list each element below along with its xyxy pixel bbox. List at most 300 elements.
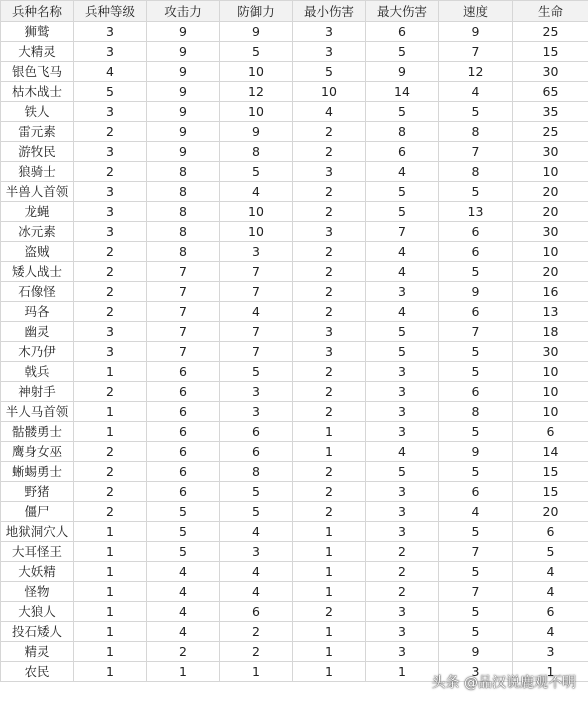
unit-level-cell[interactable]: 2 <box>74 382 147 402</box>
unit-name-cell[interactable]: 精灵 <box>1 642 74 662</box>
speed-cell[interactable]: 6 <box>439 302 513 322</box>
health-cell[interactable]: 6 <box>513 522 588 542</box>
table-row <box>1 582 588 602</box>
min-damage-cell[interactable]: 3 <box>293 22 366 42</box>
unit-level-cell[interactable]: 3 <box>74 322 147 342</box>
unit-level-cell[interactable]: 1 <box>74 402 147 422</box>
attack-cell[interactable]: 6 <box>147 422 220 442</box>
max-damage-cell[interactable]: 5 <box>366 102 439 122</box>
table-row <box>1 142 588 162</box>
health-cell[interactable]: 20 <box>513 182 588 202</box>
min-damage-cell[interactable]: 1 <box>293 542 366 562</box>
defense-cell[interactable]: 4 <box>220 562 293 582</box>
attack-cell[interactable]: 5 <box>147 502 220 522</box>
table-row <box>1 482 588 502</box>
table-row <box>1 122 588 142</box>
min-damage-cell[interactable]: 2 <box>293 142 366 162</box>
defense-cell[interactable]: 9 <box>220 22 293 42</box>
unit-level-cell[interactable]: 3 <box>74 142 147 162</box>
max-damage-cell[interactable]: 3 <box>366 422 439 442</box>
max-damage-cell[interactable]: 2 <box>366 562 439 582</box>
unit-level-cell[interactable]: 5 <box>74 82 147 102</box>
unit-level-cell[interactable]: 1 <box>74 522 147 542</box>
table-row <box>1 62 588 82</box>
health-cell[interactable]: 10 <box>513 242 588 262</box>
health-header[interactable]: 生命 <box>513 1 588 22</box>
min-damage-cell[interactable]: 3 <box>293 42 366 62</box>
max-damage-cell[interactable]: 2 <box>366 582 439 602</box>
min-damage-cell[interactable]: 3 <box>293 162 366 182</box>
attack-cell[interactable]: 1 <box>147 662 220 682</box>
health-cell[interactable]: 35 <box>513 102 588 122</box>
max-damage-cell[interactable]: 4 <box>366 162 439 182</box>
max-damage-cell[interactable]: 14 <box>366 82 439 102</box>
defense-cell[interactable]: 5 <box>220 362 293 382</box>
min-damage-cell[interactable]: 2 <box>293 302 366 322</box>
health-cell[interactable]: 25 <box>513 22 588 42</box>
health-cell[interactable]: 6 <box>513 422 588 442</box>
defense-cell[interactable]: 3 <box>220 402 293 422</box>
health-cell[interactable]: 4 <box>513 582 588 602</box>
unit-level-cell[interactable]: 3 <box>74 202 147 222</box>
attack-cell[interactable]: 7 <box>147 282 220 302</box>
attack-cell[interactable]: 7 <box>147 302 220 322</box>
attack-cell[interactable]: 8 <box>147 202 220 222</box>
table-row <box>1 522 588 542</box>
header-row <box>1 1 588 22</box>
defense-cell[interactable]: 1 <box>220 662 293 682</box>
min-damage-cell[interactable]: 1 <box>293 422 366 442</box>
defense-cell[interactable]: 6 <box>220 442 293 462</box>
min-damage-cell[interactable]: 5 <box>293 62 366 82</box>
max-damage-cell[interactable]: 5 <box>366 202 439 222</box>
unit-name-cell[interactable]: 半人马首领 <box>1 402 74 422</box>
unit-level-cell[interactable]: 1 <box>74 642 147 662</box>
min-damage-cell[interactable]: 2 <box>293 602 366 622</box>
unit-level-cell[interactable]: 3 <box>74 102 147 122</box>
speed-cell[interactable]: 5 <box>439 262 513 282</box>
health-cell[interactable]: 30 <box>513 142 588 162</box>
max-damage-cell[interactable]: 3 <box>366 502 439 522</box>
min-damage-cell[interactable]: 1 <box>293 562 366 582</box>
max-damage-cell[interactable]: 6 <box>366 22 439 42</box>
defense-cell[interactable]: 6 <box>220 422 293 442</box>
max-damage-cell[interactable]: 3 <box>366 602 439 622</box>
health-cell[interactable]: 1 <box>513 662 588 682</box>
unit-level-cell[interactable]: 2 <box>74 122 147 142</box>
max-damage-cell[interactable]: 5 <box>366 462 439 482</box>
attack-cell[interactable]: 4 <box>147 562 220 582</box>
max-damage-cell[interactable]: 4 <box>366 442 439 462</box>
attack-cell[interactable]: 9 <box>147 82 220 102</box>
min-damage-cell[interactable]: 4 <box>293 102 366 122</box>
max-damage-cell[interactable]: 4 <box>366 242 439 262</box>
health-cell[interactable]: 10 <box>513 382 588 402</box>
unit-name-cell[interactable]: 矮人战士 <box>1 262 74 282</box>
unit-level-cell[interactable]: 1 <box>74 602 147 622</box>
min-damage-cell[interactable]: 2 <box>293 122 366 142</box>
speed-cell[interactable]: 5 <box>439 102 513 122</box>
min-damage-cell[interactable]: 3 <box>293 222 366 242</box>
unit-name-cell[interactable]: 铁人 <box>1 102 74 122</box>
health-cell[interactable]: 30 <box>513 342 588 362</box>
unit-name-cell[interactable]: 幽灵 <box>1 322 74 342</box>
max-damage-cell[interactable]: 8 <box>366 122 439 142</box>
attack-cell[interactable]: 7 <box>147 262 220 282</box>
attack-cell[interactable]: 6 <box>147 462 220 482</box>
table-row <box>1 402 588 422</box>
max-damage-cell[interactable]: 3 <box>366 622 439 642</box>
attack-cell[interactable]: 4 <box>147 602 220 622</box>
attack-cell[interactable]: 8 <box>147 222 220 242</box>
watermark-text: 头条 @品汉说鹿观不明 <box>431 675 576 691</box>
unit-name-cell[interactable]: 僵尸 <box>1 502 74 522</box>
attack-header[interactable]: 攻击力 <box>147 1 220 22</box>
max-damage-header[interactable]: 最大伤害 <box>366 1 439 22</box>
speed-cell[interactable]: 8 <box>439 402 513 422</box>
attack-cell[interactable]: 9 <box>147 42 220 62</box>
max-damage-cell[interactable]: 3 <box>366 642 439 662</box>
health-cell[interactable]: 13 <box>513 302 588 322</box>
defense-cell[interactable]: 5 <box>220 42 293 62</box>
speed-header[interactable]: 速度 <box>439 1 513 22</box>
unit-name-cell[interactable]: 骷髅勇士 <box>1 422 74 442</box>
max-damage-cell[interactable]: 7 <box>366 222 439 242</box>
defense-cell[interactable]: 10 <box>220 62 293 82</box>
unit-name-cell[interactable]: 大耳怪王 <box>1 542 74 562</box>
max-damage-cell[interactable]: 5 <box>366 342 439 362</box>
unit-level-cell[interactable]: 2 <box>74 482 147 502</box>
table-row <box>1 642 588 662</box>
speed-cell[interactable]: 7 <box>439 542 513 562</box>
unit-level-cell[interactable]: 1 <box>74 582 147 602</box>
table-row <box>1 342 588 362</box>
min-damage-cell[interactable]: 2 <box>293 462 366 482</box>
unit-name-cell[interactable]: 游牧民 <box>1 142 74 162</box>
speed-cell[interactable]: 6 <box>439 482 513 502</box>
unit-level-cell[interactable]: 3 <box>74 342 147 362</box>
unit-name-cell[interactable]: 银色飞马 <box>1 62 74 82</box>
unit-level-cell[interactable]: 3 <box>74 182 147 202</box>
table-row <box>1 322 588 342</box>
speed-cell[interactable]: 13 <box>439 202 513 222</box>
unit-level-cell[interactable]: 2 <box>74 282 147 302</box>
health-cell[interactable]: 10 <box>513 162 588 182</box>
attack-cell[interactable]: 9 <box>147 22 220 42</box>
attack-cell[interactable]: 4 <box>147 582 220 602</box>
health-cell[interactable]: 6 <box>513 602 588 622</box>
min-damage-cell[interactable]: 2 <box>293 262 366 282</box>
max-damage-cell[interactable]: 3 <box>366 482 439 502</box>
speed-cell[interactable]: 7 <box>439 322 513 342</box>
speed-cell[interactable]: 4 <box>439 502 513 522</box>
min-damage-cell[interactable]: 2 <box>293 282 366 302</box>
defense-cell[interactable]: 7 <box>220 342 293 362</box>
unit-level-cell[interactable]: 1 <box>74 542 147 562</box>
table-row <box>1 242 588 262</box>
defense-cell[interactable]: 8 <box>220 462 293 482</box>
defense-cell[interactable]: 6 <box>220 602 293 622</box>
unit-level-cell[interactable]: 2 <box>74 242 147 262</box>
unit-level-cell[interactable]: 3 <box>74 222 147 242</box>
defense-header[interactable]: 防御力 <box>220 1 293 22</box>
health-cell[interactable]: 15 <box>513 462 588 482</box>
unit-level-cell[interactable]: 1 <box>74 622 147 642</box>
unit-level-cell[interactable]: 1 <box>74 422 147 442</box>
health-cell[interactable]: 4 <box>513 562 588 582</box>
unit-name-cell[interactable]: 木乃伊 <box>1 342 74 362</box>
table-row <box>1 102 588 122</box>
table-row <box>1 422 588 442</box>
unit-name-cell[interactable]: 戟兵 <box>1 362 74 382</box>
min-damage-cell[interactable]: 1 <box>293 522 366 542</box>
unit-name-cell[interactable]: 大狼人 <box>1 602 74 622</box>
health-cell[interactable]: 18 <box>513 322 588 342</box>
speed-cell[interactable]: 6 <box>439 382 513 402</box>
unit-name-cell[interactable]: 雷元素 <box>1 122 74 142</box>
speed-cell[interactable]: 9 <box>439 642 513 662</box>
table-row <box>1 462 588 482</box>
unit-name-cell[interactable]: 地狱洞穴人 <box>1 522 74 542</box>
defense-cell[interactable]: 9 <box>220 122 293 142</box>
unit-level-cell[interactable]: 2 <box>74 302 147 322</box>
unit-level-cell[interactable]: 2 <box>74 162 147 182</box>
max-damage-cell[interactable]: 6 <box>366 142 439 162</box>
unit-level-cell[interactable]: 1 <box>74 562 147 582</box>
attack-cell[interactable]: 6 <box>147 382 220 402</box>
attack-cell[interactable]: 9 <box>147 62 220 82</box>
speed-cell[interactable]: 9 <box>439 442 513 462</box>
table-row <box>1 22 588 42</box>
table-row <box>1 82 588 102</box>
min-damage-cell[interactable]: 2 <box>293 362 366 382</box>
defense-cell[interactable]: 3 <box>220 382 293 402</box>
max-damage-cell[interactable]: 4 <box>366 262 439 282</box>
min-damage-cell[interactable]: 1 <box>293 622 366 642</box>
speed-cell[interactable]: 6 <box>439 222 513 242</box>
unit-name-cell[interactable]: 半兽人首领 <box>1 182 74 202</box>
unit-level-cell[interactable]: 2 <box>74 262 147 282</box>
defense-cell[interactable]: 10 <box>220 102 293 122</box>
min-damage-cell[interactable]: 2 <box>293 382 366 402</box>
attack-cell[interactable]: 8 <box>147 242 220 262</box>
attack-cell[interactable]: 6 <box>147 442 220 462</box>
health-cell[interactable]: 10 <box>513 402 588 422</box>
speed-cell[interactable]: 6 <box>439 242 513 262</box>
attack-cell[interactable]: 6 <box>147 482 220 502</box>
table-row <box>1 382 588 402</box>
speed-cell[interactable]: 9 <box>439 282 513 302</box>
unit-level-cell[interactable]: 1 <box>74 362 147 382</box>
defense-cell[interactable]: 5 <box>220 502 293 522</box>
attack-cell[interactable]: 9 <box>147 142 220 162</box>
speed-cell[interactable]: 5 <box>439 342 513 362</box>
unit-name-cell[interactable]: 蜥蜴勇士 <box>1 462 74 482</box>
min-damage-cell[interactable]: 2 <box>293 242 366 262</box>
max-damage-cell[interactable]: 4 <box>366 302 439 322</box>
health-cell[interactable]: 15 <box>513 42 588 62</box>
table-row <box>1 302 588 322</box>
health-cell[interactable]: 30 <box>513 222 588 242</box>
min-damage-cell[interactable]: 1 <box>293 642 366 662</box>
defense-cell[interactable]: 10 <box>220 202 293 222</box>
unit-name-cell[interactable]: 冰元素 <box>1 222 74 242</box>
unit-name-cell[interactable]: 狮鹫 <box>1 22 74 42</box>
attack-cell[interactable]: 8 <box>147 182 220 202</box>
attack-cell[interactable]: 5 <box>147 542 220 562</box>
defense-cell[interactable]: 10 <box>220 222 293 242</box>
max-damage-cell[interactable]: 3 <box>366 402 439 422</box>
max-damage-cell[interactable]: 5 <box>366 42 439 62</box>
health-cell[interactable]: 3 <box>513 642 588 662</box>
unit-name-cell[interactable]: 大妖精 <box>1 562 74 582</box>
attack-cell[interactable]: 9 <box>147 102 220 122</box>
defense-cell[interactable]: 3 <box>220 542 293 562</box>
max-damage-cell[interactable]: 3 <box>366 282 439 302</box>
min-damage-cell[interactable]: 3 <box>293 322 366 342</box>
defense-cell[interactable]: 5 <box>220 482 293 502</box>
unit-level-cell[interactable]: 4 <box>74 62 147 82</box>
speed-cell[interactable]: 12 <box>439 62 513 82</box>
speed-cell[interactable]: 5 <box>439 602 513 622</box>
max-damage-cell[interactable]: 1 <box>366 662 439 682</box>
defense-cell[interactable]: 2 <box>220 642 293 662</box>
max-damage-cell[interactable]: 9 <box>366 62 439 82</box>
health-cell[interactable]: 20 <box>513 502 588 522</box>
speed-cell[interactable]: 5 <box>439 362 513 382</box>
unit-name-cell[interactable]: 大精灵 <box>1 42 74 62</box>
min-damage-cell[interactable]: 2 <box>293 182 366 202</box>
defense-cell[interactable]: 4 <box>220 582 293 602</box>
defense-cell[interactable]: 4 <box>220 522 293 542</box>
speed-cell[interactable]: 5 <box>439 422 513 442</box>
attack-cell[interactable]: 8 <box>147 162 220 182</box>
min-damage-cell[interactable]: 1 <box>293 662 366 682</box>
speed-cell[interactable]: 4 <box>439 82 513 102</box>
attack-cell[interactable]: 5 <box>147 522 220 542</box>
unit-level-cell[interactable]: 3 <box>74 22 147 42</box>
speed-cell[interactable]: 7 <box>439 582 513 602</box>
unit-name-cell[interactable]: 狼骑士 <box>1 162 74 182</box>
health-cell[interactable]: 30 <box>513 62 588 82</box>
health-cell[interactable]: 5 <box>513 542 588 562</box>
min-damage-cell[interactable]: 2 <box>293 202 366 222</box>
speed-cell[interactable]: 5 <box>439 462 513 482</box>
unit-name-cell[interactable]: 怪物 <box>1 582 74 602</box>
health-cell[interactable]: 4 <box>513 622 588 642</box>
health-cell[interactable]: 25 <box>513 122 588 142</box>
attack-cell[interactable]: 4 <box>147 622 220 642</box>
health-cell[interactable]: 20 <box>513 262 588 282</box>
defense-cell[interactable]: 7 <box>220 262 293 282</box>
min-damage-cell[interactable]: 2 <box>293 482 366 502</box>
speed-cell[interactable]: 3 <box>439 662 513 682</box>
attack-cell[interactable]: 7 <box>147 342 220 362</box>
health-cell[interactable]: 16 <box>513 282 588 302</box>
unit-name-cell[interactable]: 石像怪 <box>1 282 74 302</box>
min-damage-cell[interactable]: 2 <box>293 402 366 422</box>
min-damage-cell[interactable]: 1 <box>293 582 366 602</box>
health-cell[interactable]: 20 <box>513 202 588 222</box>
unit-name-cell[interactable]: 农民 <box>1 662 74 682</box>
speed-cell[interactable]: 5 <box>439 622 513 642</box>
min-damage-cell[interactable]: 1 <box>293 442 366 462</box>
defense-cell[interactable]: 5 <box>220 162 293 182</box>
attack-cell[interactable]: 6 <box>147 402 220 422</box>
attack-cell[interactable]: 9 <box>147 122 220 142</box>
table-row <box>1 282 588 302</box>
defense-cell[interactable]: 7 <box>220 282 293 302</box>
defense-cell[interactable]: 4 <box>220 182 293 202</box>
speed-cell[interactable]: 8 <box>439 162 513 182</box>
max-damage-cell[interactable]: 2 <box>366 542 439 562</box>
min-damage-cell[interactable]: 2 <box>293 502 366 522</box>
max-damage-cell[interactable]: 3 <box>366 522 439 542</box>
min-damage-cell[interactable]: 3 <box>293 342 366 362</box>
health-cell[interactable]: 10 <box>513 362 588 382</box>
attack-cell[interactable]: 7 <box>147 322 220 342</box>
defense-cell[interactable]: 7 <box>220 322 293 342</box>
table-row <box>1 622 588 642</box>
table-row <box>1 182 588 202</box>
defense-cell[interactable]: 12 <box>220 82 293 102</box>
min-damage-cell[interactable]: 10 <box>293 82 366 102</box>
max-damage-cell[interactable]: 3 <box>366 362 439 382</box>
unit-name-cell[interactable]: 盗贼 <box>1 242 74 262</box>
unit-level-cell[interactable]: 2 <box>74 462 147 482</box>
defense-cell[interactable]: 4 <box>220 302 293 322</box>
speed-cell[interactable]: 9 <box>439 22 513 42</box>
speed-cell[interactable]: 7 <box>439 142 513 162</box>
max-damage-cell[interactable]: 3 <box>366 382 439 402</box>
speed-cell[interactable]: 8 <box>439 122 513 142</box>
table-row <box>1 162 588 182</box>
attack-cell[interactable]: 2 <box>147 642 220 662</box>
table-body <box>1 22 588 682</box>
unit-name-cell[interactable]: 玛各 <box>1 302 74 322</box>
table-row <box>1 502 588 522</box>
health-cell[interactable]: 15 <box>513 482 588 502</box>
speed-cell[interactable]: 5 <box>439 562 513 582</box>
defense-cell[interactable]: 3 <box>220 242 293 262</box>
defense-cell[interactable]: 2 <box>220 622 293 642</box>
unit-level-cell[interactable]: 3 <box>74 42 147 62</box>
table-row <box>1 222 588 242</box>
unit-level-header[interactable]: 兵种等级 <box>74 1 147 22</box>
unit-name-cell[interactable]: 枯木战士 <box>1 82 74 102</box>
speed-cell[interactable]: 5 <box>439 182 513 202</box>
unit-name-cell[interactable]: 投石矮人 <box>1 622 74 642</box>
health-cell[interactable]: 14 <box>513 442 588 462</box>
max-damage-cell[interactable]: 5 <box>366 182 439 202</box>
min-damage-header[interactable]: 最小伤害 <box>293 1 366 22</box>
unit-level-cell[interactable]: 2 <box>74 442 147 462</box>
attack-cell[interactable]: 6 <box>147 362 220 382</box>
unit-level-cell[interactable]: 1 <box>74 662 147 682</box>
unit-name-cell[interactable]: 神射手 <box>1 382 74 402</box>
table-row <box>1 542 588 562</box>
speed-cell[interactable]: 5 <box>439 522 513 542</box>
unit-name-header[interactable]: 兵种名称 <box>1 1 74 22</box>
defense-cell[interactable]: 8 <box>220 142 293 162</box>
speed-cell[interactable]: 7 <box>439 42 513 62</box>
unit-name-cell[interactable]: 鹰身女巫 <box>1 442 74 462</box>
unit-name-cell[interactable]: 野猪 <box>1 482 74 502</box>
unit-name-cell[interactable]: 龙蝇 <box>1 202 74 222</box>
health-cell[interactable]: 65 <box>513 82 588 102</box>
unit-level-cell[interactable]: 2 <box>74 502 147 522</box>
max-damage-cell[interactable]: 5 <box>366 322 439 342</box>
